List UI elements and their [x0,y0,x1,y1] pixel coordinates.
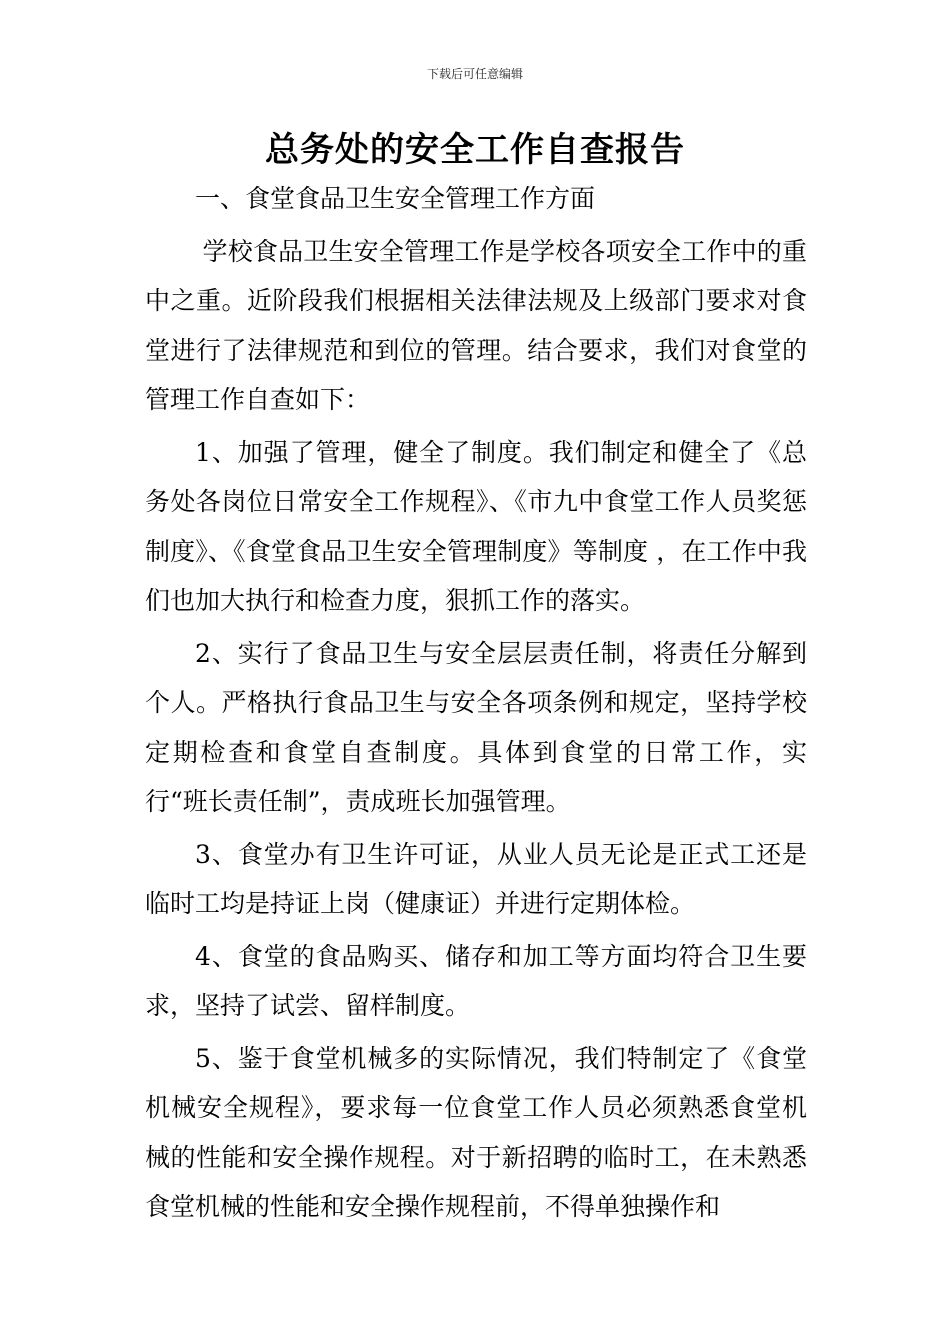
paragraph: 3、食堂办有卫生许可证，从业人员无论是正式工还是临时工均是持证上岗（健康证）并进行定期体检。 [145,839,807,918]
paragraph: 1、加强了管理，健全了制度。我们制定和健全了《总务处各岗位日常安全工作规程》、《市九中食堂工作人员奖惩制度》、《食堂食品卫生安全管理制度》等制度 ，在工作中我们也加大执行和检查力度，狠抓工作的落实。 [145,437,807,615]
paragraph: 学校食品卫生安全管理工作是学校各项安全工作中的重中之重。近阶段我们根据相关法律法规及上级部门要求对食堂进行了法律规范和到位的管理。结合要求，我们对食堂的管理工作自查如下： [145,236,807,414]
page-title: 总务处的安全工作自查报告 [265,130,685,170]
section-heading: 一、食堂食品卫生安全管理工作方面 [195,184,596,213]
document-body [145,174,807,1235]
paragraph: 2、实行了食品卫生与安全层层责任制，将责任分解到个人。严格执行食品卫生与安全各项条例和规定，坚持学校定期检查和食堂自查制度。具体到食堂的日常工作，实行“班长责任制”，责成班长加强管理。 [145,638,807,816]
paragraph: 4、食堂的食品购买、储存和加工等方面均符合卫生要求，坚持了试尝、留样制度。 [145,941,807,1020]
header-note: 下载后可任意编辑 [426,67,523,81]
paragraph: 5、鉴于食堂机械多的实际情况，我们特制定了《食堂机械安全规程》，要求每一位食堂工作人员必须熟悉食堂机械的性能和安全操作规程。对于新招聘的临时工，在未熟悉食堂机械的性能和安全操作规程前，不得单独操作和 [145,1043,807,1221]
